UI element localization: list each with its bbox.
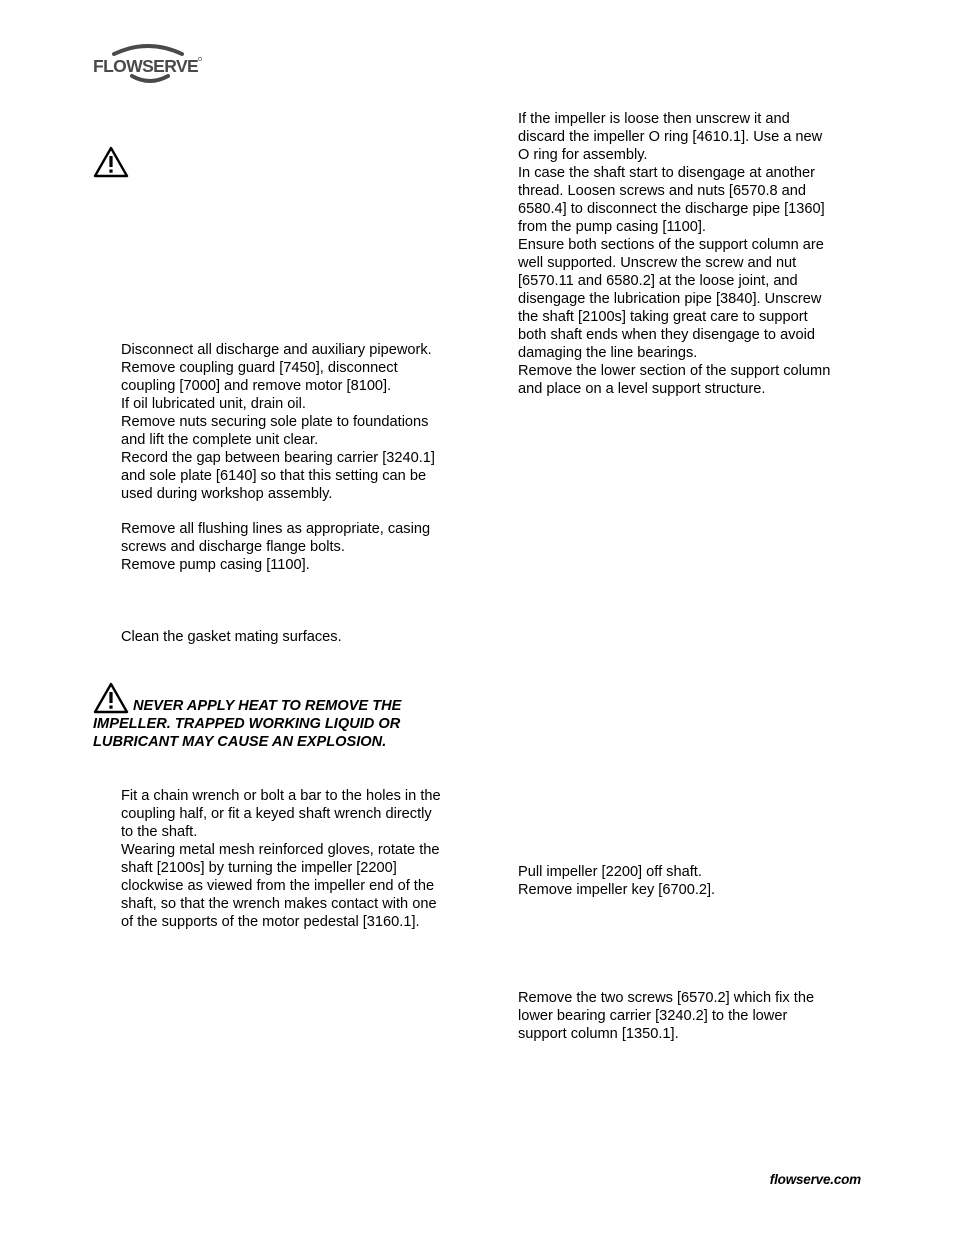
- text-line: In case the shaft start to disengage at another: [518, 165, 815, 181]
- text-line: Remove the lower section of the support column: [518, 363, 831, 379]
- warning-triangle-icon: [93, 146, 129, 178]
- text-line: disengage the lubrication pipe [3840]. Unscrew: [518, 291, 822, 307]
- text-line: Remove pump casing [1100].: [121, 557, 310, 573]
- right-block-2: [518, 863, 868, 899]
- text-line: Wearing metal mesh reinforced gloves, rotate the: [121, 842, 440, 858]
- text-line: Disconnect all discharge and auxiliary pipework.: [121, 342, 432, 358]
- text-line: from the pump casing [1100].: [518, 219, 706, 235]
- text-line: [6570.11 and 6580.2] at the loose joint, and: [518, 273, 798, 289]
- text-line: Ensure both sections of the support column are: [518, 237, 824, 253]
- text-line: damaging the line bearings.: [518, 345, 698, 361]
- text-line: shaft [2100s] by turning the impeller [2200]: [121, 860, 397, 876]
- text-line: Record the gap between bearing carrier [3240.1]: [121, 450, 435, 466]
- left-block-1: [121, 341, 471, 503]
- right-block-1: [518, 110, 868, 398]
- heat-warning-text: [93, 697, 483, 751]
- text-line: Clean the gasket mating surfaces.: [121, 629, 342, 645]
- text-line: both shaft ends when they disengage to avoid: [518, 327, 815, 343]
- text-line: shaft, so that the wrench makes contact with one: [121, 896, 437, 912]
- left-block-2: [121, 520, 471, 574]
- text-line: clockwise as viewed from the impeller end of the: [121, 878, 435, 894]
- text-line: Remove the two screws [6570.2] which fix the: [518, 990, 815, 1006]
- text-line: LUBRICANT MAY CAUSE AN EXPLOSION.: [93, 734, 387, 750]
- text-line: If oil lubricated unit, drain oil.: [121, 396, 306, 412]
- text-line: 6580.4] to disconnect the discharge pipe [1360]: [518, 201, 825, 217]
- text-line: of the supports of the motor pedestal [3160.1].: [121, 914, 420, 930]
- text-line: NEVER APPLY HEAT TO REMOVE THE: [133, 698, 402, 714]
- flowserve-logo: [92, 42, 204, 88]
- text-line: Fit a chain wrench or bolt a bar to the holes in the: [121, 788, 441, 804]
- brand-name: FLOWSERVE: [93, 56, 199, 76]
- text-line: O ring for assembly.: [518, 147, 648, 163]
- text-line: well supported. Unscrew the screw and nut: [518, 255, 797, 271]
- text-line: to the shaft.: [121, 824, 198, 840]
- text-line: Remove all flushing lines as appropriate, casing: [121, 521, 431, 537]
- text-line: Remove nuts securing sole plate to foundations: [121, 414, 429, 430]
- text-line: and lift the complete unit clear.: [121, 432, 319, 448]
- text-line: and sole plate [6140] so that this setting can be: [121, 468, 427, 484]
- text-line: Remove impeller key [6700.2].: [518, 882, 716, 898]
- text-line: the shaft [2100s] taking great care to support: [518, 309, 808, 325]
- footer-url: flowserve.com: [769, 1172, 861, 1187]
- text-line: support column [1350.1].: [518, 1026, 679, 1042]
- text-line: thread. Loosen screws and nuts [6570.8 and: [518, 183, 807, 199]
- text-line: lower bearing carrier [3240.2] to the lower: [518, 1008, 788, 1024]
- text-line: If the impeller is loose then unscrew it and: [518, 111, 790, 127]
- text-line: Pull impeller [2200] off shaft.: [518, 864, 702, 880]
- text-line: IMPELLER. TRAPPED WORKING LIQUID OR: [93, 716, 401, 732]
- text-line: and place on a level support structure.: [518, 381, 766, 397]
- text-line: Remove coupling guard [7450], disconnect: [121, 360, 398, 376]
- text-line: used during workshop assembly.: [121, 486, 333, 502]
- right-block-3: [518, 989, 868, 1043]
- text-line: screws and discharge flange bolts.: [121, 539, 345, 555]
- left-block-4: [121, 787, 471, 931]
- left-block-3: [121, 628, 471, 646]
- text-line: coupling half, or fit a keyed shaft wrench directly: [121, 806, 432, 822]
- text-line: discard the impeller O ring [4610.1]. Use a new: [518, 129, 823, 145]
- text-line: coupling [7000] and remove motor [8100].: [121, 378, 392, 394]
- flowserve-logo-mark: [92, 42, 204, 88]
